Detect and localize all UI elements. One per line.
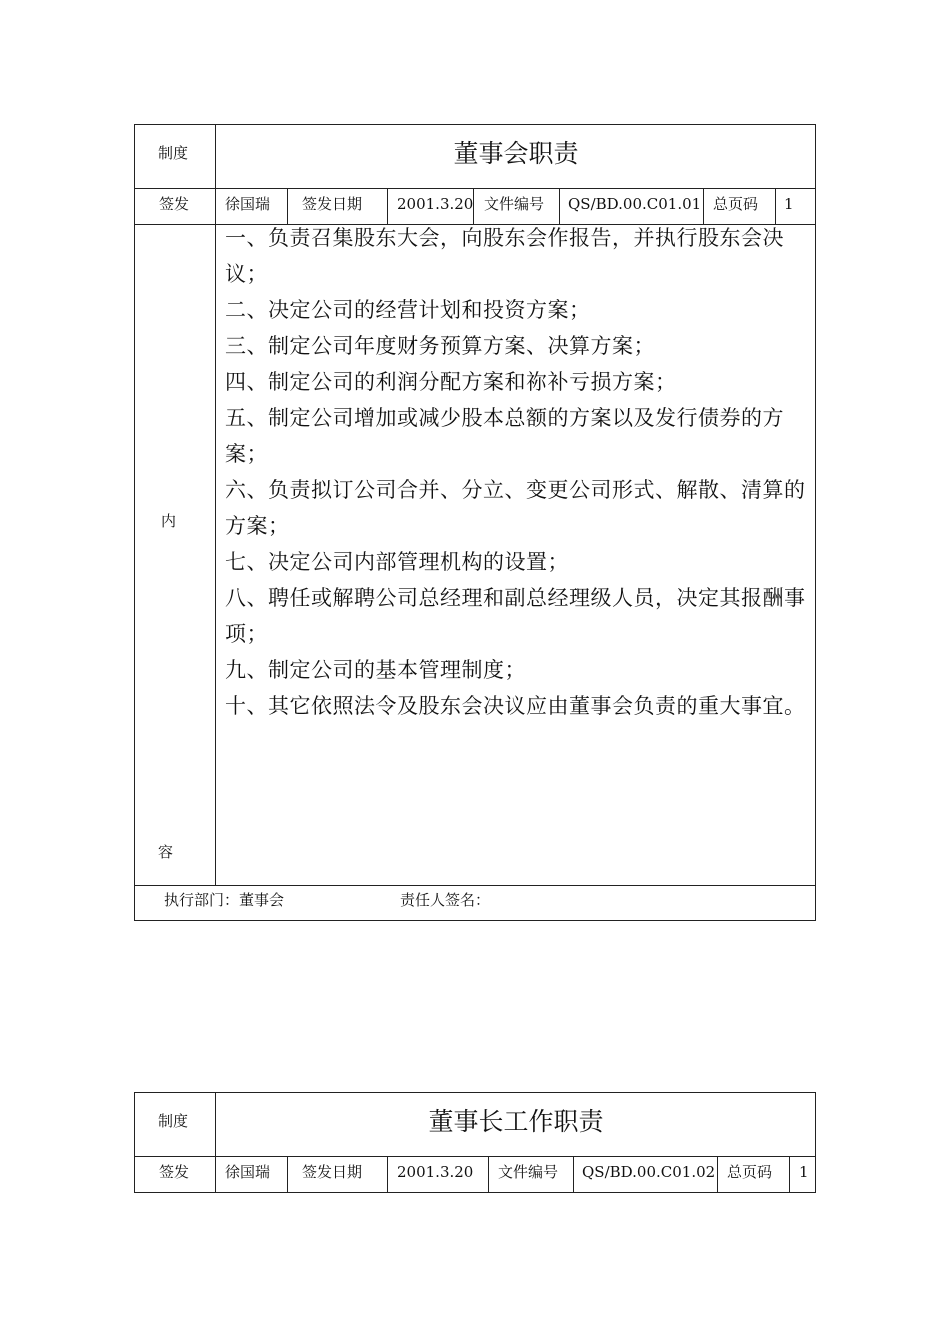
doc1-rule bbox=[134, 188, 816, 189]
doc2-type-label: 制度 bbox=[158, 1112, 189, 1130]
doc2-issuer-label: 签发 bbox=[159, 1163, 190, 1181]
doc1-issuer-label: 签发 bbox=[159, 195, 190, 213]
doc1-rule bbox=[703, 188, 704, 224]
doc1-docno: QS/BD.00.C01.01 bbox=[568, 195, 702, 213]
doc2-rule bbox=[387, 1156, 388, 1193]
doc2-docno-label: 文件编号 bbox=[498, 1163, 559, 1181]
doc1-content-label-bottom: 容 bbox=[158, 843, 174, 861]
doc1-item: 七、决定公司内部管理机构的设置； bbox=[225, 550, 569, 574]
doc1-item: 二、决定公司的经营计划和投资方案； bbox=[225, 298, 591, 322]
doc1-issuer: 徐国瑞 bbox=[225, 195, 271, 213]
doc2-rule bbox=[789, 1156, 790, 1193]
doc2-pages-label: 总页码 bbox=[727, 1163, 773, 1181]
doc2-date: 2001.3.20 bbox=[397, 1163, 474, 1181]
doc1-item: 九、制定公司的基本管理制度； bbox=[225, 658, 526, 682]
doc2-rule bbox=[717, 1156, 718, 1193]
doc1-item: 六、负责拟订公司合并、分立、变更公司形式、解散、清算的方案； bbox=[225, 478, 806, 538]
doc2-rule bbox=[573, 1156, 574, 1193]
doc2-docno: QS/BD.00.C01.02 bbox=[582, 1163, 716, 1181]
doc2-title: 董事长工作职责 bbox=[428, 1107, 604, 1136]
doc1-rule bbox=[387, 188, 388, 224]
doc2-rule bbox=[134, 1156, 816, 1157]
doc1-item: 五、制定公司增加或减少股本总额的方案以及发行债券的方案； bbox=[225, 406, 784, 466]
doc2-issuer: 徐国瑞 bbox=[225, 1163, 271, 1181]
doc1-date: 2001.3.20 bbox=[397, 195, 474, 213]
doc2-pages: 1 bbox=[799, 1163, 809, 1181]
doc1-item: 三、制定公司年度财务预算方案、决算方案； bbox=[225, 334, 655, 358]
doc1-type-label: 制度 bbox=[158, 144, 189, 162]
doc1-rule bbox=[559, 188, 560, 224]
doc1-rule bbox=[134, 885, 816, 886]
doc1-content-label-top: 内 bbox=[161, 512, 177, 530]
doc1-item: 八、聘任或解聘公司总经理和副总经理级人员，决定其报酬事项； bbox=[225, 586, 806, 646]
doc1-date-label: 签发日期 bbox=[302, 195, 363, 213]
doc1-pages-label: 总页码 bbox=[713, 195, 759, 213]
doc1-sign-label: 责任人签名： bbox=[400, 891, 491, 909]
doc1-dept-label: 执行部门：董事会 bbox=[164, 891, 285, 909]
doc1-rule bbox=[215, 124, 216, 885]
doc1-item: 十、其它依照法令及股东会决议应由董事会负责的重大事宜。 bbox=[225, 694, 806, 718]
doc1-title: 董事会职责 bbox=[453, 139, 579, 168]
doc1-content bbox=[225, 220, 810, 724]
doc1-rule bbox=[775, 188, 776, 224]
doc2-rule bbox=[488, 1156, 489, 1193]
doc1-rule bbox=[287, 188, 288, 224]
doc2-rule bbox=[287, 1156, 288, 1193]
doc2-date-label: 签发日期 bbox=[302, 1163, 363, 1181]
doc1-pages: 1 bbox=[784, 195, 794, 213]
doc1-item: 四、制定公司的利润分配方案和祢补亏损方案； bbox=[225, 370, 677, 394]
doc1-item: 一、负责召集股东大会，向股东会作报告，并执行股东会决议； bbox=[225, 226, 784, 286]
doc1-docno-label: 文件编号 bbox=[484, 195, 545, 213]
